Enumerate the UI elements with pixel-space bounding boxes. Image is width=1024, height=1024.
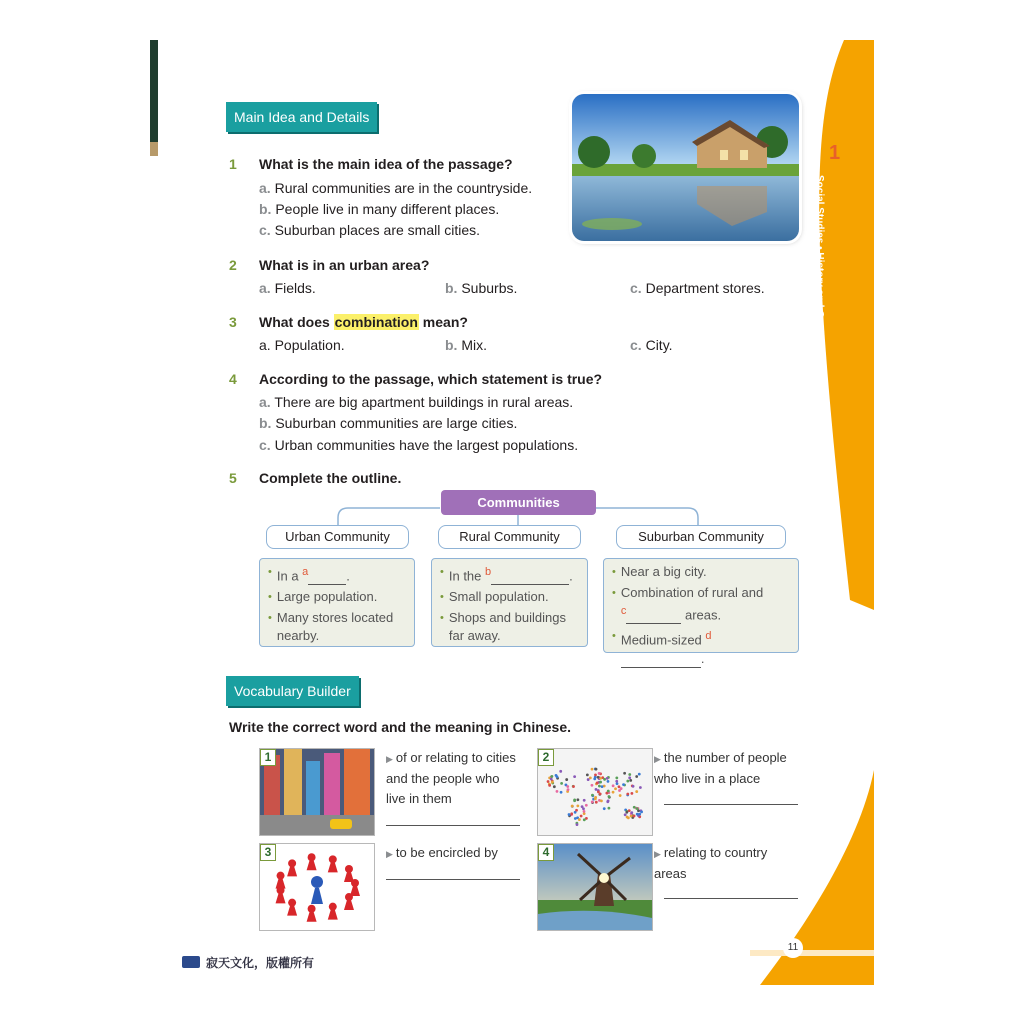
outline-details-urban: [259, 558, 415, 647]
outline-item: • Combination of rural and $^c$ areas.: [612, 585, 764, 623]
answer-option[interactable]: c. Urban communities have the largest populations.: [259, 437, 579, 453]
outline-item: • In a $^a$ .: [268, 566, 350, 584]
vocab-number: 3: [260, 844, 276, 861]
outline-item: • Large population.: [268, 589, 378, 605]
outline-item: • Medium-sized $^d$.: [612, 630, 712, 666]
highlighted-word: combination: [334, 314, 418, 330]
outline-item: • In the $^b$ .: [440, 566, 573, 584]
footer-brand: 寂天文化，版權所有: [206, 956, 315, 970]
answer-option[interactable]: a. Population.: [259, 337, 345, 353]
question-text: According to the passage, which statement is true?: [259, 371, 603, 387]
answer-option[interactable]: b. Suburban communities are large cities.: [259, 415, 518, 431]
vocab-definition: ▶ of or relating to cities and the people who live in them: [386, 750, 516, 806]
answer-blank[interactable]: [308, 569, 346, 585]
answer-option[interactable]: b. People live in many different places.: [259, 201, 500, 217]
city-street-image: [259, 748, 375, 836]
answer-option[interactable]: a. Fields.: [259, 280, 316, 296]
answer-option[interactable]: c. Suburban places are small cities.: [259, 222, 481, 238]
outline-item: • Small population.: [440, 589, 549, 605]
outline-category-suburban: Suburban Community: [616, 525, 786, 549]
question-number: 5: [229, 470, 237, 486]
house-lake-photo: [572, 94, 799, 241]
question-number: 4: [229, 371, 237, 387]
chapter-number: 1: [829, 142, 841, 164]
vocab-definition: ▶ the number of people who live in a place: [654, 750, 787, 786]
question-number: 1: [229, 156, 237, 172]
world-map-people-image: [537, 748, 653, 836]
page-number: 11: [783, 938, 803, 958]
outline-category-urban: Urban Community: [266, 525, 409, 549]
question-number: 3: [229, 314, 237, 330]
pawns-circle-image: [259, 843, 375, 931]
vocab-number: 2: [538, 749, 554, 766]
vocab-definition: ▶ to be encircled by: [386, 845, 498, 860]
vocab-answer-line[interactable]: [386, 879, 520, 880]
answer-blank[interactable]: [621, 652, 701, 668]
outline-category-rural: Rural Community: [438, 525, 581, 549]
publisher-logo: [182, 956, 200, 968]
outline-details-rural: [431, 558, 588, 647]
vocab-answer-line[interactable]: [664, 898, 798, 899]
question-text: What is the main idea of the passage?: [259, 156, 513, 172]
vocab-number: 1: [260, 749, 276, 766]
answer-blank[interactable]: [491, 569, 569, 585]
vocab-answer-line[interactable]: [386, 825, 520, 826]
question-text: Complete the outline.: [259, 470, 402, 486]
question-number: 2: [229, 257, 237, 273]
answer-option[interactable]: a. There are big apartment buildings in rural areas.: [259, 394, 574, 410]
vocab-instruction: Write the correct word and the meaning in Chinese.: [229, 719, 572, 735]
bookmark-strip: [150, 40, 158, 156]
windmill-image: [537, 843, 653, 931]
vocab-number: 4: [538, 844, 554, 861]
outline-item: • Shops and buildings far away.: [440, 610, 566, 644]
answer-option[interactable]: a. Rural communities are in the countryside.: [259, 180, 533, 196]
question-text: What is in an urban area?: [259, 257, 430, 273]
vocab-definition: ▶ relating to country areas: [654, 845, 768, 881]
chapter-side-title: Social Studies • History and Geography: [814, 175, 825, 363]
outline-root: Communities: [441, 490, 596, 515]
outline-details-suburban: [603, 558, 799, 666]
answer-option[interactable]: c. Department stores.: [630, 280, 765, 296]
section-tag-vocab: Vocabulary Builder: [226, 676, 359, 706]
question-text: What does combination mean?: [259, 314, 468, 330]
outline-item: • Many stores located nearby.: [268, 610, 394, 644]
answer-option[interactable]: b. Suburbs.: [445, 280, 518, 296]
section-tag-main-idea: Main Idea and Details: [226, 102, 377, 132]
answer-blank[interactable]: [626, 608, 681, 624]
outline-item: • Near a big city.: [612, 564, 707, 579]
answer-option[interactable]: b. Mix.: [445, 337, 488, 353]
vocab-answer-line[interactable]: [664, 804, 798, 805]
answer-option[interactable]: c. City.: [630, 337, 673, 353]
